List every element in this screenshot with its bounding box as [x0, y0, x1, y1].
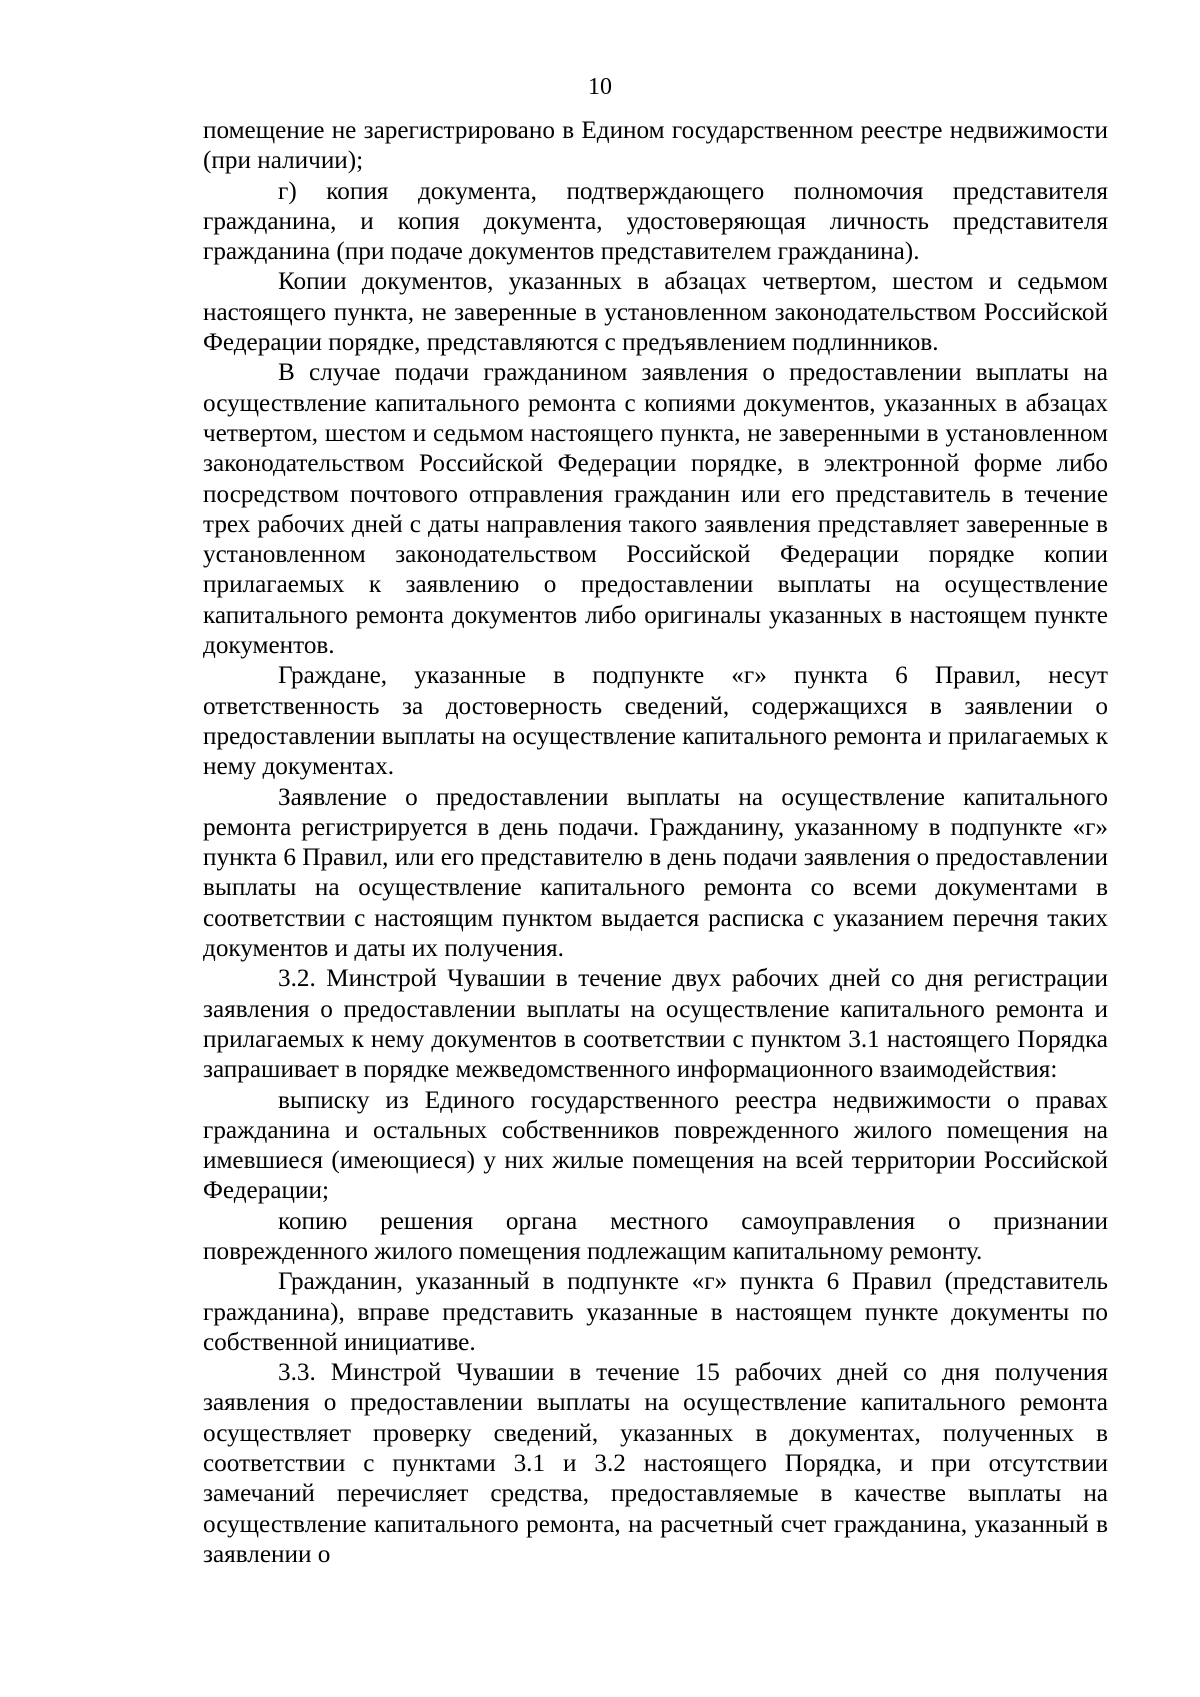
paragraph: выписку из Единого государственного реестра недвижимости о правах гражданина и остальных собственников поврежденного жилого помещения на имевшиеся (имеющиеся) у них жилые помещения на всей территории Российской Федерации;: [203, 1086, 1108, 1205]
document-body: [203, 116, 1108, 1570]
paragraph: В случае подачи гражданином заявления о предоставлении выплаты на осуществление капитального ремонта с копиями документов, указанных в абзацах четвертом, шестом и седьмом настоящего пункта, не заверенными в установленном законодательством Российской Федерации порядке, в электронной форме либо посредством почтового отправления гражданин или его представитель в течение трех рабочих дней с даты направления такого заявления представляет заверенные в установленном законодательством Российской Федерации порядке копии прилагаемых к заявлению о предоставлении выплаты на осуществление капитального ремонта документов либо оригиналы указанных в настоящем пункте документов.: [203, 359, 1108, 660]
page-number: 10: [588, 74, 612, 100]
paragraph: 3.2. Минстрой Чувашии в течение двух рабочих дней со дня регистрации заявления о предоставлении выплаты на осуществление капитального ремонта и прилагаемых к нему документов в соответствии с пунктом 3.1 настоящего Порядка запрашивает в порядке межведомственного информационного взаимодействия:: [203, 965, 1108, 1084]
paragraph: копию решения органа местного самоуправления о признании поврежденного жилого помещения подлежащим капитальному ремонту.: [203, 1207, 1108, 1265]
paragraph: г) копия документа, подтверждающего полномочия представителя гражданина, и копия документа, удостоверяющая личность представителя гражданина (при подаче документов представителем гражданина).: [203, 177, 1108, 266]
paragraph: Граждане, указанные в подпункте «г» пункта 6 Правил, несут ответственность за достоверность сведений, содержащихся в заявлении о предоставлении выплаты на осуществление капитального ремонта и прилагаемых к нему документах.: [203, 662, 1108, 781]
paragraph: Гражданин, указанный в подпункте «г» пункта 6 Правил (представитель гражданина), вправе представить указанные в настоящем пункте документы по собственной инициативе.: [203, 1268, 1108, 1356]
paragraph: Копии документов, указанных в абзацах четвертом, шестом и седьмом настоящего пункта, не заверенные в установленном законодательством Российской Федерации порядке, представляются с предъявлением подлинников.: [203, 268, 1108, 357]
paragraph: 3.3. Минстрой Чувашии в течение 15 рабочих дней со дня получения заявления о предоставлении выплаты на осуществление капитального ремонта осуществляет проверку сведений, указанных в документах, полученных в соответствии с пунктами 3.1 и 3.2 настоящего Порядка, и при отсутствии замечаний перечисляет средства, предоставляемые в качестве выплаты на осуществление капитального ремонта, на расчетный счет гражданина, указанный в заявлении о: [203, 1359, 1108, 1568]
paragraph: Заявление о предоставлении выплаты на осуществление капитального ремонта регистрируется в день подачи. Гражданину, указанному в подпункте «г» пункта 6 Правил, или его представителю в день подачи заявления о предоставлении выплаты на осуществление капитального ремонта со всеми документами в соответствии с настоящим пунктом выдается расписка с указанием перечня таких документов и даты их получения.: [203, 783, 1108, 963]
paragraph: помещение не зарегистрировано в Едином государственном реестре недвижимости (при наличии);: [203, 117, 1108, 175]
